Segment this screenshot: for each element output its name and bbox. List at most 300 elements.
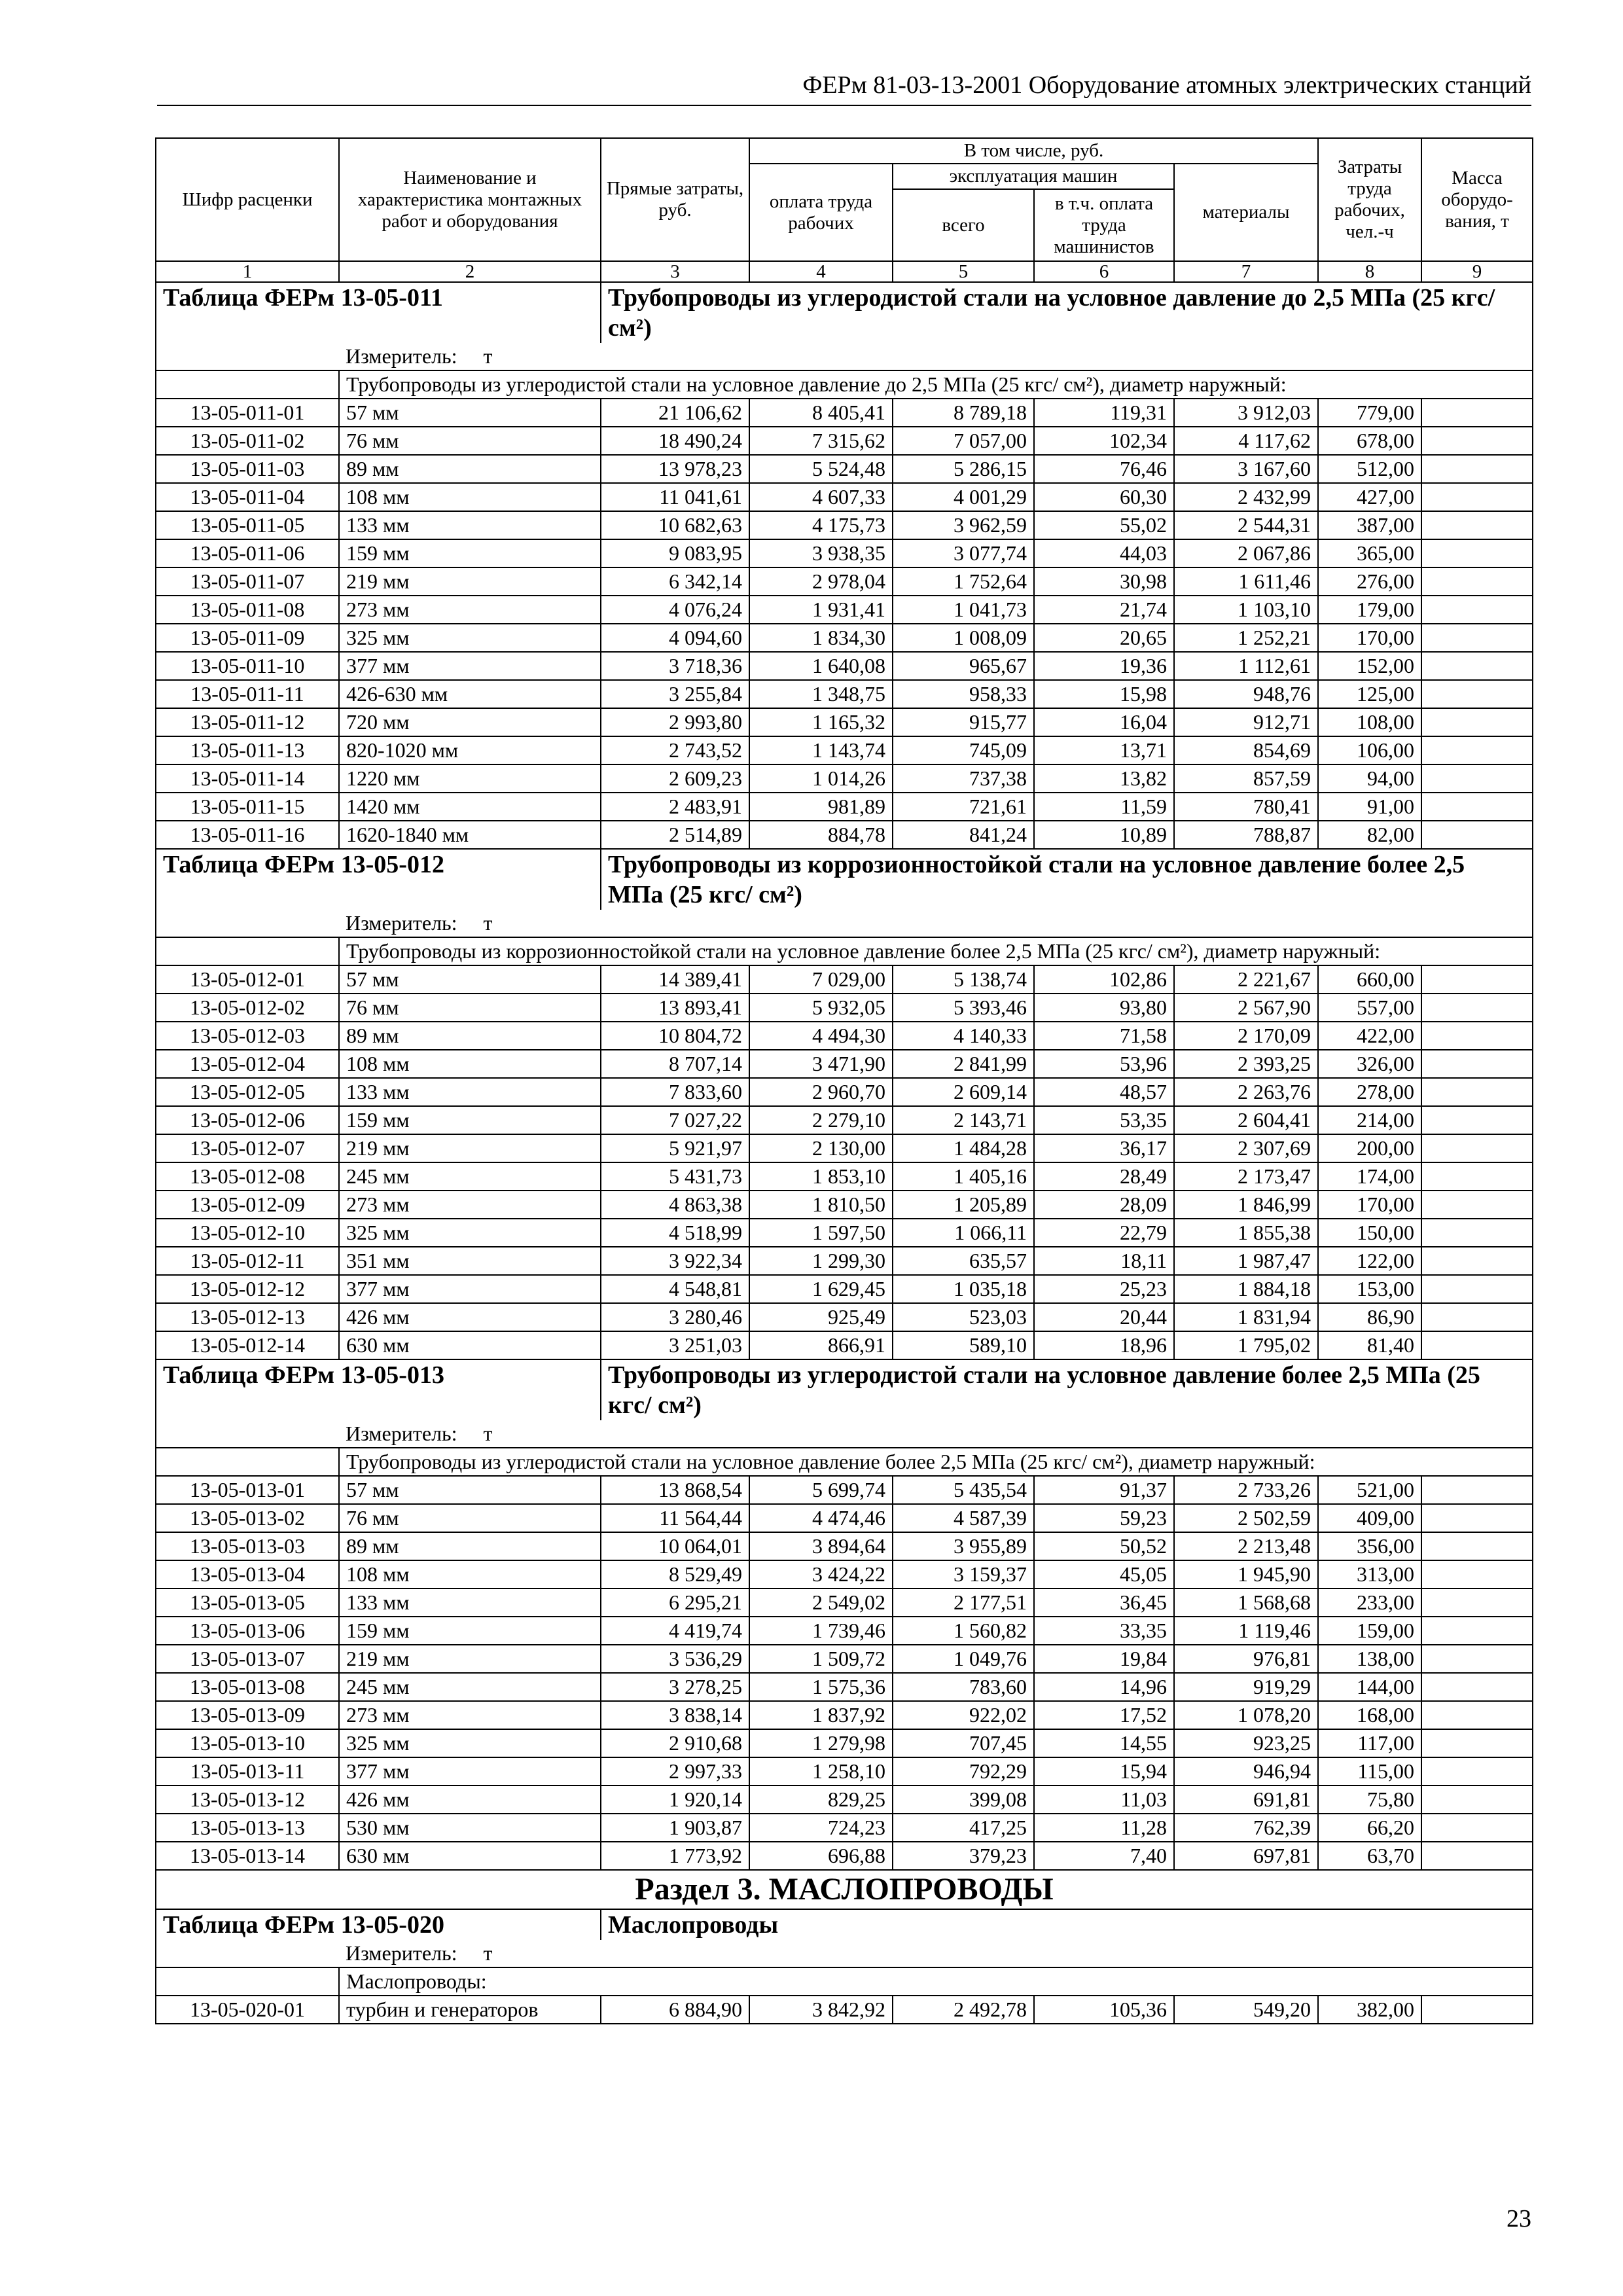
- table-cell: [1421, 793, 1533, 821]
- table-cell: 841,24: [893, 821, 1034, 849]
- table-cell: 2 221,67: [1174, 965, 1318, 994]
- table-cell: 159 мм: [339, 539, 601, 567]
- table-cell: 9 083,95: [601, 539, 749, 567]
- table-cell: 94,00: [1318, 764, 1421, 793]
- measure-label: Измеритель:: [346, 911, 457, 935]
- table-cell: 19,36: [1034, 652, 1174, 680]
- table-cell: 1 855,38: [1174, 1219, 1318, 1247]
- table-cell: 13-05-012-07: [156, 1134, 339, 1162]
- table-cell: 1 597,50: [749, 1219, 893, 1247]
- table-row: [156, 764, 1533, 793]
- table-row: [156, 399, 1533, 427]
- table-cell: 13-05-012-12: [156, 1275, 339, 1303]
- table-cell: 144,00: [1318, 1673, 1421, 1701]
- table-cell: [1421, 1757, 1533, 1785]
- table-cell: 13-05-011-14: [156, 764, 339, 793]
- table-cell: 1620-1840 мм: [339, 821, 601, 849]
- table-cell: 89 мм: [339, 1022, 601, 1050]
- table-cell: 53,35: [1034, 1106, 1174, 1134]
- table-cell: 4 419,74: [601, 1617, 749, 1645]
- description-row: [156, 1967, 1533, 1996]
- table-cell: [1421, 1050, 1533, 1078]
- col-incl-header: В том числе, руб.: [749, 138, 1318, 164]
- table-cell: 1 258,10: [749, 1757, 893, 1785]
- table-cell: 17,52: [1034, 1701, 1174, 1729]
- table-cell: 159 мм: [339, 1617, 601, 1645]
- table-cell: 33,35: [1034, 1617, 1174, 1645]
- section-heading: Раздел 3. МАСЛОПРОВОДЫ: [156, 1870, 1533, 1909]
- table-cell: 170,00: [1318, 624, 1421, 652]
- col-machines-header: эксплуатация машин: [893, 164, 1174, 189]
- table-cell: 3 955,89: [893, 1532, 1034, 1560]
- table-cell: 2 841,99: [893, 1050, 1034, 1078]
- table-cell: 16,04: [1034, 708, 1174, 736]
- table-row: [156, 1162, 1533, 1191]
- table-cell: [1421, 652, 1533, 680]
- table-cell: 21,74: [1034, 596, 1174, 624]
- table-cell: 6 884,90: [601, 1996, 749, 2024]
- column-number: 8: [1318, 261, 1421, 282]
- table-cell: 1 119,46: [1174, 1617, 1318, 1645]
- table-cell: 313,00: [1318, 1560, 1421, 1588]
- table-cell: 6 342,14: [601, 567, 749, 596]
- table-cell: 2 143,71: [893, 1106, 1034, 1134]
- col-code-header: Шифр расценки: [156, 138, 339, 261]
- table-cell: 119,31: [1034, 399, 1174, 427]
- table-cell: 1 834,30: [749, 624, 893, 652]
- table-cell: 5 932,05: [749, 994, 893, 1022]
- table-cell: 13-05-013-10: [156, 1729, 339, 1757]
- table-cell: 1 920,14: [601, 1785, 749, 1814]
- table-cell: 6 295,21: [601, 1588, 749, 1617]
- table-cell: 86,90: [1318, 1303, 1421, 1331]
- table-cell: 1 165,32: [749, 708, 893, 736]
- table-cell: 2 067,86: [1174, 539, 1318, 567]
- table-cell: 25,23: [1034, 1275, 1174, 1303]
- table-cell: [1421, 1842, 1533, 1870]
- table-row: [156, 1701, 1533, 1729]
- table-cell: 76 мм: [339, 427, 601, 455]
- col-mach-pay-header: в т.ч. оплата труда машинистов: [1034, 189, 1174, 261]
- table-cell: 13-05-011-10: [156, 652, 339, 680]
- table-cell: 2 483,91: [601, 793, 749, 821]
- column-number: 9: [1421, 261, 1533, 282]
- table-cell: 76 мм: [339, 1504, 601, 1532]
- table-cell: [1421, 1532, 1533, 1560]
- table-cell: 13-05-011-07: [156, 567, 339, 596]
- table-cell: 2 502,59: [1174, 1504, 1318, 1532]
- table-cell: 50,52: [1034, 1532, 1174, 1560]
- table-cell: 2 609,23: [601, 764, 749, 793]
- table-cell: 521,00: [1318, 1476, 1421, 1504]
- table-row: [156, 539, 1533, 567]
- table-cell: [1421, 1162, 1533, 1191]
- table-cell: 13-05-012-02: [156, 994, 339, 1022]
- table-cell: 13-05-012-10: [156, 1219, 339, 1247]
- description-row: [156, 370, 1533, 399]
- table-cell: 5 286,15: [893, 455, 1034, 483]
- table-row: [156, 1219, 1533, 1247]
- table-row: [156, 455, 1533, 483]
- table-cell: 3 167,60: [1174, 455, 1318, 483]
- table-cell: 13-05-011-02: [156, 427, 339, 455]
- table-cell: 18 490,24: [601, 427, 749, 455]
- table-cell: 2 609,14: [893, 1078, 1034, 1106]
- table-cell: 946,94: [1174, 1757, 1318, 1785]
- table-cell: [1421, 1331, 1533, 1359]
- table-cell: 63,70: [1318, 1842, 1421, 1870]
- table-cell: 13-05-013-13: [156, 1814, 339, 1842]
- table-cell: 1 810,50: [749, 1191, 893, 1219]
- table-cell: 71,58: [1034, 1022, 1174, 1050]
- table-cell: 150,00: [1318, 1219, 1421, 1247]
- table-row: [156, 1757, 1533, 1785]
- table-cell: 1 252,21: [1174, 624, 1318, 652]
- table-cell: 1 773,92: [601, 1842, 749, 1870]
- table-cell: 10 064,01: [601, 1532, 749, 1560]
- table-cell: 387,00: [1318, 511, 1421, 539]
- column-number: 5: [893, 261, 1034, 282]
- table-cell: 13-05-013-12: [156, 1785, 339, 1814]
- table-cell: 4 607,33: [749, 483, 893, 511]
- table-cell: 273 мм: [339, 1701, 601, 1729]
- table-row: [156, 965, 1533, 994]
- table-cell: 3 077,74: [893, 539, 1034, 567]
- table-cell: 4 518,99: [601, 1219, 749, 1247]
- table-cell: 13-05-013-05: [156, 1588, 339, 1617]
- table-cell: 377 мм: [339, 1275, 601, 1303]
- table-cell: 356,00: [1318, 1532, 1421, 1560]
- measure-unit: т: [483, 344, 493, 368]
- table-cell: 325 мм: [339, 624, 601, 652]
- table-cell: 779,00: [1318, 399, 1421, 427]
- table-cell: 11,03: [1034, 1785, 1174, 1814]
- table-cell: 13-05-020-01: [156, 1996, 339, 2024]
- measure-unit: т: [483, 1422, 493, 1445]
- table-cell: 922,02: [893, 1701, 1034, 1729]
- table-cell: 530 мм: [339, 1814, 601, 1842]
- measure-row: [156, 343, 1533, 370]
- table-cell: 13-05-012-11: [156, 1247, 339, 1275]
- spacer: [156, 343, 339, 370]
- table-cell: 1 143,74: [749, 736, 893, 764]
- table-cell: 13-05-013-04: [156, 1560, 339, 1588]
- table-cell: 13-05-011-09: [156, 624, 339, 652]
- table-cell: 20,65: [1034, 624, 1174, 652]
- table-row: [156, 567, 1533, 596]
- table-cell: 1 066,11: [893, 1219, 1034, 1247]
- table-cell: 523,03: [893, 1303, 1034, 1331]
- column-number: 3: [601, 261, 749, 282]
- table-cell: [1421, 1645, 1533, 1673]
- table-row: [156, 1996, 1533, 2024]
- table-cell: 326,00: [1318, 1050, 1421, 1078]
- table-cell: 13-05-013-08: [156, 1673, 339, 1701]
- table-cell: [1421, 1673, 1533, 1701]
- measure-cell: [339, 343, 1533, 370]
- table-id: Таблица ФЕРм 13-05-013: [156, 1359, 601, 1420]
- table-cell: 426 мм: [339, 1785, 601, 1814]
- table-cell: 589,10: [893, 1331, 1034, 1359]
- table-cell: 1 846,99: [1174, 1191, 1318, 1219]
- table-cell: 60,30: [1034, 483, 1174, 511]
- table-cell: 2 307,69: [1174, 1134, 1318, 1162]
- table-cell: 4 117,62: [1174, 427, 1318, 455]
- table-cell: 133 мм: [339, 1078, 601, 1106]
- table-cell: 13-05-011-16: [156, 821, 339, 849]
- table-cell: 11 564,44: [601, 1504, 749, 1532]
- table-cell: 325 мм: [339, 1219, 601, 1247]
- table-cell: 2 604,41: [1174, 1106, 1318, 1134]
- table-cell: 325 мм: [339, 1729, 601, 1757]
- measure-label: Измеритель:: [346, 344, 457, 368]
- table-row: [156, 708, 1533, 736]
- table-row: [156, 1247, 1533, 1275]
- table-row: [156, 1504, 1533, 1532]
- table-row: [156, 624, 1533, 652]
- table-row: [156, 1560, 1533, 1588]
- table-cell: 219 мм: [339, 567, 601, 596]
- table-cell: 1 640,08: [749, 652, 893, 680]
- table-cell: 382,00: [1318, 1996, 1421, 2024]
- table-cell: 1 299,30: [749, 1247, 893, 1275]
- table-cell: 1 041,73: [893, 596, 1034, 624]
- table-cell: 59,23: [1034, 1504, 1174, 1532]
- table-cell: 105,36: [1034, 1996, 1174, 2024]
- table-cell: 2 393,25: [1174, 1050, 1318, 1078]
- table-cell: 102,86: [1034, 965, 1174, 994]
- table-cell: 820-1020 мм: [339, 736, 601, 764]
- table-cell: 1 279,98: [749, 1729, 893, 1757]
- table-cell: 365,00: [1318, 539, 1421, 567]
- table-cell: 13-05-013-14: [156, 1842, 339, 1870]
- table-cell: 82,00: [1318, 821, 1421, 849]
- table-cell: 159,00: [1318, 1617, 1421, 1645]
- table-cell: [1421, 567, 1533, 596]
- table-cell: 108 мм: [339, 1560, 601, 1588]
- table-title-row: [156, 1359, 1533, 1420]
- table-cell: 3 938,35: [749, 539, 893, 567]
- table-row: [156, 793, 1533, 821]
- table-cell: 1 348,75: [749, 680, 893, 708]
- table-cell: 1 853,10: [749, 1162, 893, 1191]
- table-row: [156, 1673, 1533, 1701]
- table-description: Трубопроводы из углеродистой стали на условное давление до 2,5 МПа (25 кгс/ см²), диаметр наружный:: [339, 370, 1533, 399]
- table-cell: 108 мм: [339, 1050, 601, 1078]
- table-title: Трубопроводы из углеродистой стали на условное давление до 2,5 МПа (25 кгс/ см²): [601, 282, 1533, 343]
- table-cell: 89 мм: [339, 1532, 601, 1560]
- table-cell: 3 894,64: [749, 1532, 893, 1560]
- table-cell: 8 789,18: [893, 399, 1034, 427]
- table-title: Маслопроводы: [601, 1909, 1533, 1940]
- table-cell: 76,46: [1034, 455, 1174, 483]
- table-cell: 1 103,10: [1174, 596, 1318, 624]
- measure-cell: [339, 1940, 1533, 1967]
- table-cell: 28,49: [1034, 1162, 1174, 1191]
- col-mach-total-header: всего: [893, 189, 1034, 261]
- table-cell: 2 743,52: [601, 736, 749, 764]
- table-cell: 2 997,33: [601, 1757, 749, 1785]
- table-cell: 426 мм: [339, 1303, 601, 1331]
- measure-cell: [339, 1420, 1533, 1448]
- table-cell: 1 014,26: [749, 764, 893, 793]
- table-cell: 7 029,00: [749, 965, 893, 994]
- table-cell: [1421, 1247, 1533, 1275]
- table-row: [156, 1078, 1533, 1106]
- table-cell: [1421, 511, 1533, 539]
- table-cell: 2 978,04: [749, 567, 893, 596]
- table-cell: 2 432,99: [1174, 483, 1318, 511]
- table-cell: 923,25: [1174, 1729, 1318, 1757]
- spacer: [156, 1940, 339, 1967]
- table-cell: 3 424,22: [749, 1560, 893, 1588]
- table-cell: 635,57: [893, 1247, 1034, 1275]
- table-cell: 8 405,41: [749, 399, 893, 427]
- table-title: Трубопроводы из углеродистой стали на условное давление более 2,5 МПа (25 кгс/ см²): [601, 1359, 1533, 1420]
- table-cell: 965,67: [893, 652, 1034, 680]
- table-row: [156, 1617, 1533, 1645]
- table-cell: 55,02: [1034, 511, 1174, 539]
- table-cell: 427,00: [1318, 483, 1421, 511]
- table-cell: 13-05-012-13: [156, 1303, 339, 1331]
- table-cell: 422,00: [1318, 1022, 1421, 1050]
- table-cell: 919,29: [1174, 1673, 1318, 1701]
- table-cell: 13-05-011-01: [156, 399, 339, 427]
- table-cell: 3 838,14: [601, 1701, 749, 1729]
- table-cell: 3 251,03: [601, 1331, 749, 1359]
- table-cell: 1 049,76: [893, 1645, 1034, 1673]
- table-cell: 13-05-012-03: [156, 1022, 339, 1050]
- table-cell: 721,61: [893, 793, 1034, 821]
- table-cell: 7 833,60: [601, 1078, 749, 1106]
- table-cell: 792,29: [893, 1757, 1034, 1785]
- table-cell: 13-05-011-05: [156, 511, 339, 539]
- table-cell: 14,55: [1034, 1729, 1174, 1757]
- table-row: [156, 1842, 1533, 1870]
- table-cell: 2 213,48: [1174, 1532, 1318, 1560]
- measure-unit: т: [483, 911, 493, 935]
- table-cell: 1 831,94: [1174, 1303, 1318, 1331]
- table-cell: 10 804,72: [601, 1022, 749, 1050]
- table-cell: 13 893,41: [601, 994, 749, 1022]
- table-id: Таблица ФЕРм 13-05-020: [156, 1909, 601, 1940]
- table-cell: 115,00: [1318, 1757, 1421, 1785]
- table-cell: [1421, 1078, 1533, 1106]
- table-cell: 1220 мм: [339, 764, 601, 793]
- table-row: [156, 1050, 1533, 1078]
- table-cell: 8 707,14: [601, 1050, 749, 1078]
- table-cell: 122,00: [1318, 1247, 1421, 1275]
- table-title-row: [156, 282, 1533, 343]
- table-cell: 3 842,92: [749, 1996, 893, 2024]
- table-cell: 13-05-011-08: [156, 596, 339, 624]
- spacer: [156, 910, 339, 937]
- table-cell: 7 057,00: [893, 427, 1034, 455]
- table-cell: 233,00: [1318, 1588, 1421, 1617]
- table-row: [156, 1303, 1533, 1331]
- table-cell: 5 524,48: [749, 455, 893, 483]
- table-cell: 2 177,51: [893, 1588, 1034, 1617]
- table-cell: 133 мм: [339, 1588, 601, 1617]
- table-row: [156, 1814, 1533, 1842]
- table-cell: 1 884,18: [1174, 1275, 1318, 1303]
- table-cell: 2 492,78: [893, 1996, 1034, 2024]
- table-cell: [1421, 1134, 1533, 1162]
- table-cell: 5 138,74: [893, 965, 1034, 994]
- table-row: [156, 994, 1533, 1022]
- table-row: [156, 1532, 1533, 1560]
- table-cell: 91,00: [1318, 793, 1421, 821]
- table-cell: 14 389,41: [601, 965, 749, 994]
- measure-label: Измеритель:: [346, 1941, 457, 1965]
- table-cell: 13-05-012-08: [156, 1162, 339, 1191]
- table-cell: 1 795,02: [1174, 1331, 1318, 1359]
- table-cell: 377 мм: [339, 1757, 601, 1785]
- table-cell: 13-05-013-01: [156, 1476, 339, 1504]
- table-row: [156, 1331, 1533, 1359]
- table-cell: 4 863,38: [601, 1191, 749, 1219]
- table-cell: 557,00: [1318, 994, 1421, 1022]
- table-cell: 780,41: [1174, 793, 1318, 821]
- table-cell: 1 629,45: [749, 1275, 893, 1303]
- table-cell: [1421, 764, 1533, 793]
- table-cell: 15,94: [1034, 1757, 1174, 1785]
- table-cell: 179,00: [1318, 596, 1421, 624]
- table-cell: 7 027,22: [601, 1106, 749, 1134]
- table-cell: 1 837,92: [749, 1701, 893, 1729]
- table-cell: 159 мм: [339, 1106, 601, 1134]
- table-cell: 18,11: [1034, 1247, 1174, 1275]
- table-cell: 36,17: [1034, 1134, 1174, 1162]
- table-id: Таблица ФЕРм 13-05-011: [156, 282, 601, 343]
- table-cell: 273 мм: [339, 596, 601, 624]
- table-cell: [1421, 994, 1533, 1022]
- table-cell: 512,00: [1318, 455, 1421, 483]
- table-cell: 2 514,89: [601, 821, 749, 849]
- table-cell: 737,38: [893, 764, 1034, 793]
- table-cell: 3 718,36: [601, 652, 749, 680]
- table-cell: 1 931,41: [749, 596, 893, 624]
- table-cell: 697,81: [1174, 1842, 1318, 1870]
- table-cell: 1 078,20: [1174, 1701, 1318, 1729]
- table-cell: [1421, 1560, 1533, 1588]
- measure-row: [156, 910, 1533, 937]
- column-number: 7: [1174, 261, 1318, 282]
- table-row: [156, 736, 1533, 764]
- table-cell: 1 509,72: [749, 1645, 893, 1673]
- table-cell: 3 255,84: [601, 680, 749, 708]
- table-cell: 884,78: [749, 821, 893, 849]
- table-cell: 1420 мм: [339, 793, 601, 821]
- table-cell: 13-05-011-15: [156, 793, 339, 821]
- table-cell: 28,09: [1034, 1191, 1174, 1219]
- table-cell: 245 мм: [339, 1673, 601, 1701]
- table-cell: [1421, 1504, 1533, 1532]
- table-row: [156, 1022, 1533, 1050]
- table-cell: [1421, 1106, 1533, 1134]
- table-cell: 53,96: [1034, 1050, 1174, 1078]
- col-labor-header: Затраты труда рабочих, чел.-ч: [1318, 138, 1421, 261]
- table-cell: 5 435,54: [893, 1476, 1034, 1504]
- table-cell: 174,00: [1318, 1162, 1421, 1191]
- column-numbers-row: [156, 261, 1533, 282]
- column-number: 6: [1034, 261, 1174, 282]
- table-cell: 866,91: [749, 1331, 893, 1359]
- table-cell: 3 922,34: [601, 1247, 749, 1275]
- table-cell: 200,00: [1318, 1134, 1421, 1162]
- table-cell: 417,25: [893, 1814, 1034, 1842]
- table-description: Маслопроводы:: [339, 1967, 1533, 1996]
